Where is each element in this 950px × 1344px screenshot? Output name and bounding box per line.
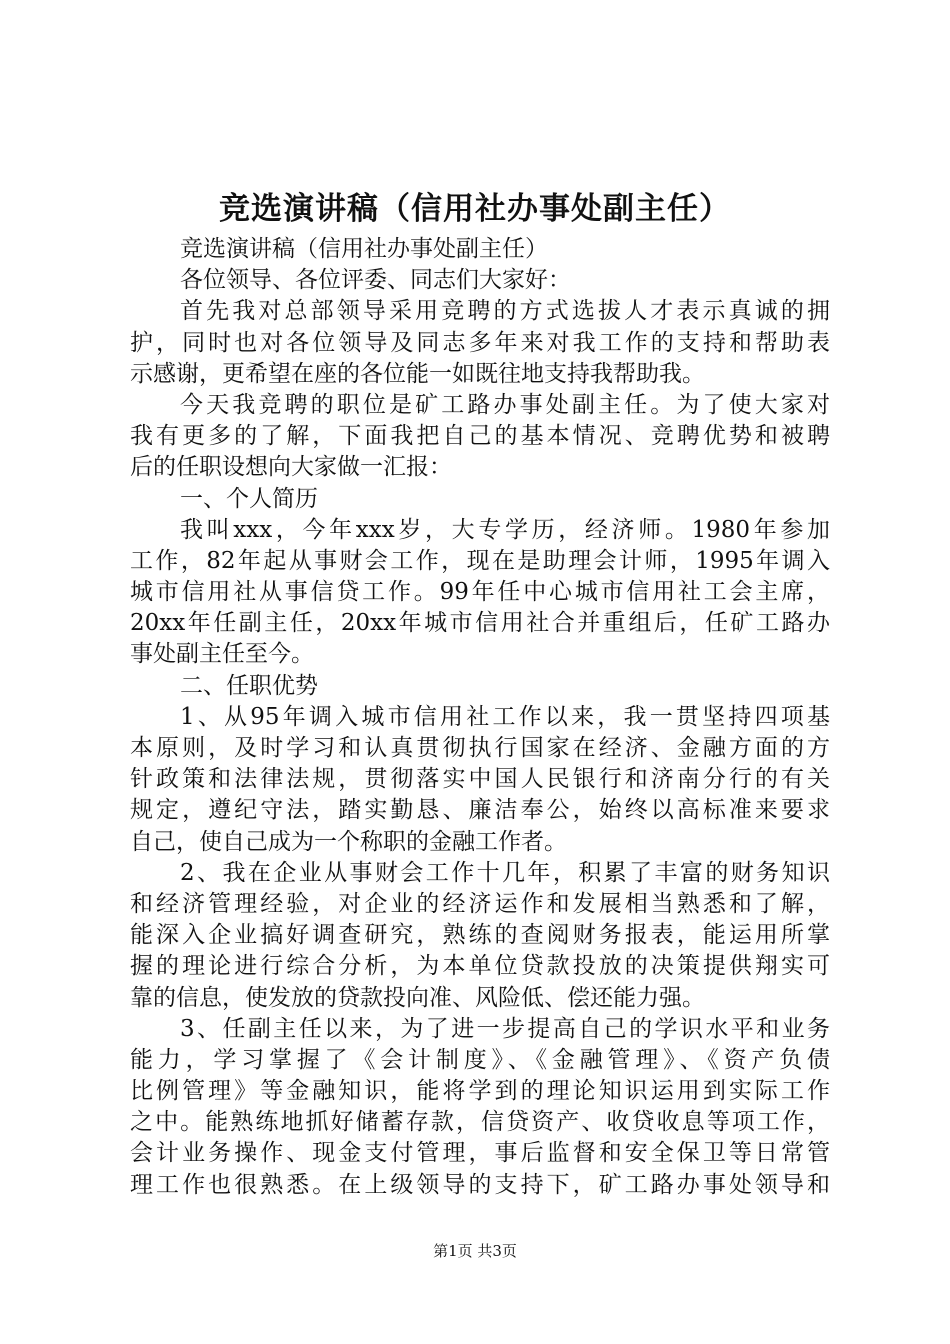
text-line: 和经济管理经验，对企业的经济运作和发展相当熟悉和了解， — [130, 890, 830, 917]
text-line: 示感谢，更希望在座的各位能一如既往地支持我帮助我。 — [130, 360, 705, 387]
text-line: 本原则，及时学习和认真贯彻执行国家在经济、金融方面的方 — [130, 735, 830, 761]
text-line: 自己，使自己成为一个称职的金融工作者。 — [130, 828, 567, 855]
text-line: 一、个人简历 — [180, 485, 318, 512]
text-line: 首先我对总部领导采用竞聘的方式选拔人才表示真诚的拥 — [180, 298, 830, 325]
document-title: 竞选演讲稿（信用社办事处副主任） — [219, 191, 731, 227]
text-line: 理工作也很熟悉。在上级领导的支持下，矿工路办事处领导和 — [130, 1171, 830, 1198]
page-number-footer: 第1页 共3页 — [433, 1242, 517, 1260]
text-line: 二、任职优势 — [180, 672, 318, 699]
text-line: 城市信用社从事信贷工作。99年任中心城市信用社工会主席， — [130, 579, 830, 606]
text-line: 后的任职设想向大家做一汇报： — [130, 454, 452, 481]
text-line: 工作，82年起从事财会工作，现在是助理会计师，1995年调入 — [130, 547, 830, 574]
text-line: 之中。能熟练地抓好储蓄存款，信贷资产、收贷收息等项工作， — [130, 1109, 830, 1136]
document-body — [130, 234, 830, 1201]
text-line: 针政策和法律法规，贯彻落实中国人民银行和济南分行的有关 — [130, 766, 830, 793]
text-line: 握的理论进行综合分析，为本单位贷款投放的决策提供翔实可 — [130, 953, 830, 980]
text-line: 规定，遵纪守法，踏实勤恳、廉洁奉公，始终以高标准来要求 — [130, 797, 830, 824]
text-line: 护，同时也对各位领导及同志多年来对我工作的支持和帮助表 — [130, 329, 830, 356]
text-line: 靠的信息，使发放的贷款投向准、风险低、偿还能力强。 — [130, 984, 705, 1011]
text-line: 比例管理》等金融知识，能将学到的理论知识运用到实际工作 — [130, 1078, 830, 1105]
text-line: 我有更多的了解，下面我把自己的基本情况、竞聘优势和被聘 — [130, 423, 830, 450]
text-line: 20xx年任副主任，20xx年城市信用社合并重组后，任矿工路办 — [130, 610, 830, 637]
text-line: 3、任副主任以来，为了进一步提高自己的学识水平和业务 — [180, 1015, 830, 1042]
text-line: 各位领导、各位评委、同志们大家好： — [180, 267, 571, 294]
text-line: 能深入企业搞好调查研究，熟练的查阅财务报表，能运用所掌 — [130, 922, 830, 949]
text-line: 1、从95年调入城市信用社工作以来，我一贯坚持四项基 — [180, 703, 830, 730]
text-line: 能力，学习掌握了《会计制度》、《金融管理》、《资产负债 — [130, 1046, 830, 1073]
text-line: 我叫xxx，今年xxx岁，大专学历，经济师。1980年参加 — [180, 516, 830, 543]
text-line: 竞选演讲稿（信用社办事处副主任） — [180, 236, 548, 262]
text-line: 会计业务操作、现金支付管理，事后监督和安全保卫等日常管 — [130, 1140, 830, 1167]
text-line: 今天我竞聘的职位是矿工路办事处副主任。为了使大家对 — [180, 391, 830, 418]
text-line: 2、我在企业从事财会工作十几年，积累了丰富的财务知识 — [180, 859, 830, 886]
text-line: 事处副主任至今。 — [130, 641, 314, 668]
